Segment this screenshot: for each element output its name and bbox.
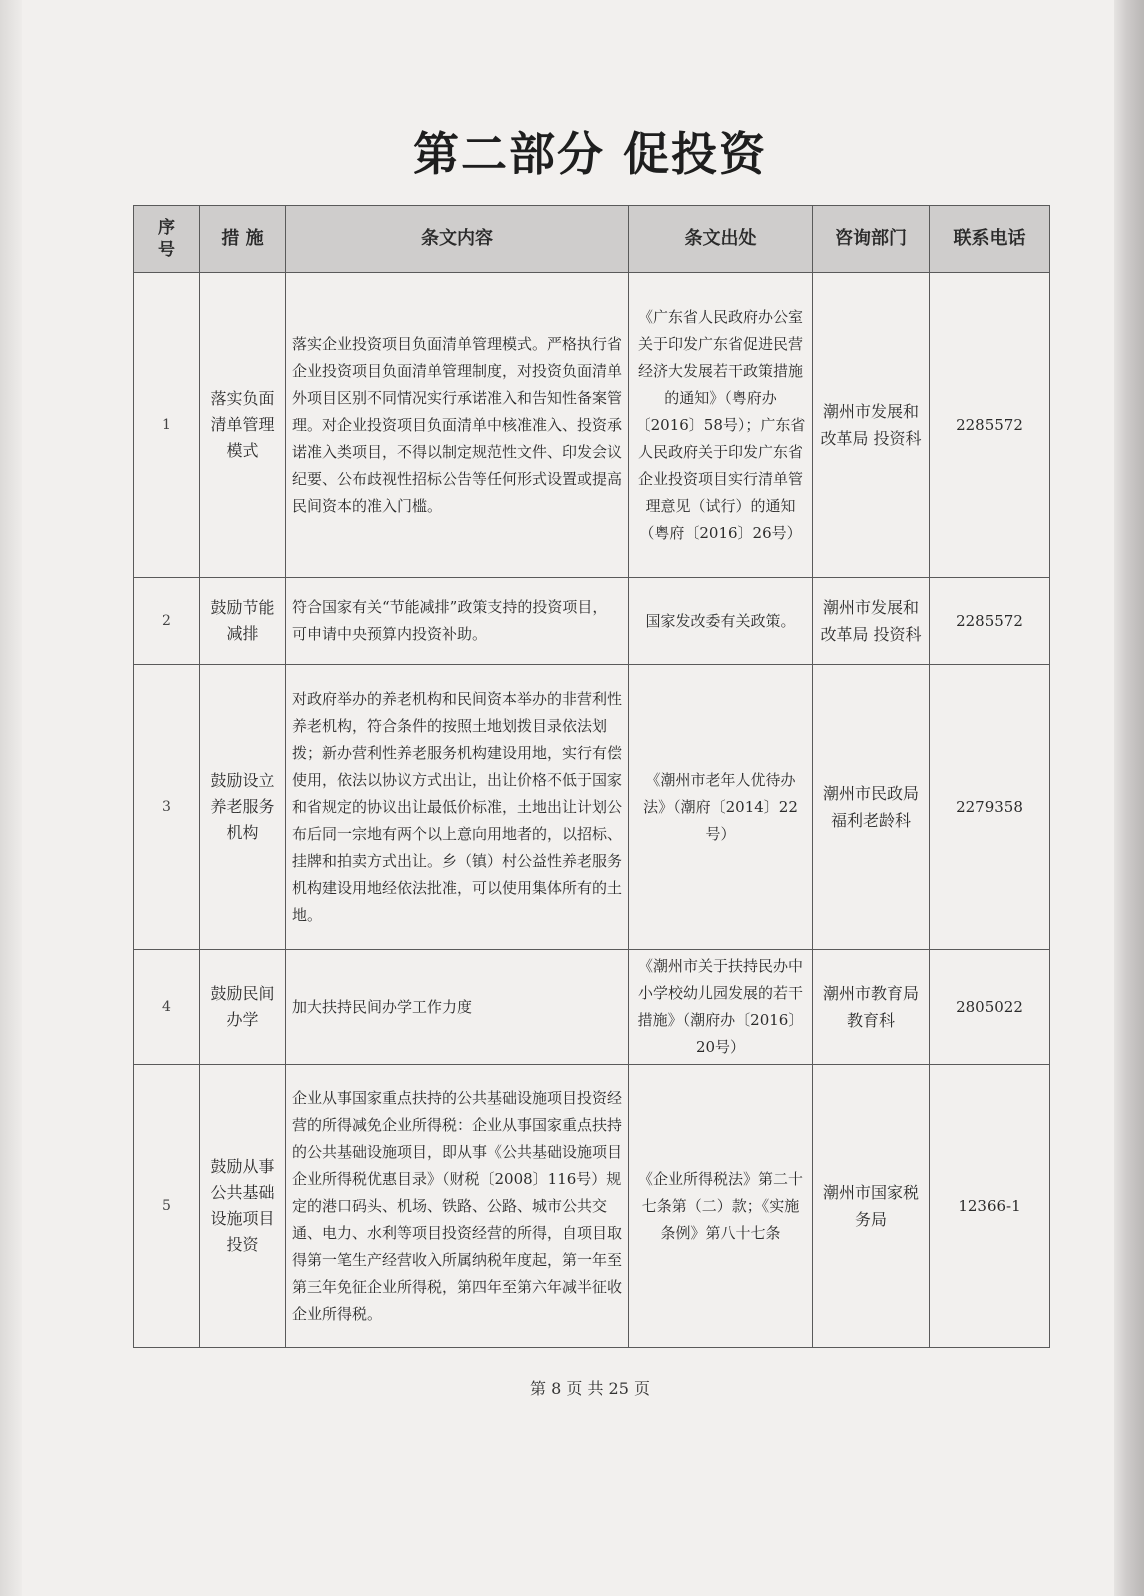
phone-cell: 2285572: [930, 578, 1050, 665]
measure-cell: 落实负面清单管理模式: [200, 273, 286, 578]
source-cell: 《企业所得税法》第二十七条第（二）款；《实施条例》第八十七条: [629, 1065, 813, 1348]
table-row: [134, 950, 1050, 1065]
table-row: [134, 578, 1050, 665]
dept-cell: 潮州市发展和改革局 投资科: [813, 273, 930, 578]
source-cell: 国家发改委有关政策。: [629, 578, 813, 665]
table-header-row: [134, 206, 1050, 273]
row-number: 2: [134, 578, 200, 665]
phone-cell: 2285572: [930, 273, 1050, 578]
dept-cell: 潮州市国家税务局: [813, 1065, 930, 1348]
policy-table: [133, 205, 1050, 1348]
header-source: 条文出处: [629, 206, 813, 273]
table-row: [134, 273, 1050, 578]
measure-cell: 鼓励设立养老服务机构: [200, 665, 286, 950]
content-cell: 对政府举办的养老机构和民间资本举办的非营利性养老机构，符合条件的按照土地划拨目录依法划拨；新办营利性养老服务机构建设用地，实行有偿使用，依法以协议方式出让，出让价格不低于国家和省规定的协议出让最低价标准，土地出让计划公布后同一宗地有两个以上意向用地者的，以招标、挂牌和拍卖方式出让。乡（镇）村公益性养老服务机构建设用地经依法批准，可以使用集体所有的土地。: [286, 665, 629, 950]
row-number: 5: [134, 1065, 200, 1348]
scan-left-edge: [0, 0, 22, 1596]
source-cell: 《广东省人民政府办公室关于印发广东省促进民营经济大发展若干政策措施的通知》（粤府办〔2016〕58号）；广东省人民政府关于印发广东省企业投资项目实行清单管理意见（试行）的通知（粤府〔2016〕26号）: [629, 273, 813, 578]
dept-cell: 潮州市民政局福利老龄科: [813, 665, 930, 950]
header-dept: 咨询部门: [813, 206, 930, 273]
row-number: 1: [134, 273, 200, 578]
content-cell: 符合国家有关“节能减排”政策支持的投资项目，可申请中央预算内投资补助。: [286, 578, 629, 665]
row-number: 4: [134, 950, 200, 1065]
phone-cell: 2805022: [930, 950, 1050, 1065]
header-content: 条文内容: [286, 206, 629, 273]
page-title: 第二部分 促投资: [412, 127, 767, 181]
dept-cell: 潮州市发展和改革局 投资科: [813, 578, 930, 665]
phone-cell: 12366-1: [930, 1065, 1050, 1348]
table-row: [134, 1065, 1050, 1348]
measure-cell: 鼓励节能减排: [200, 578, 286, 665]
header-phone: 联系电话: [930, 206, 1050, 273]
dept-cell: 潮州市教育局 教育科: [813, 950, 930, 1065]
row-number: 3: [134, 665, 200, 950]
table-row: [134, 665, 1050, 950]
header-measure: 措 施: [200, 206, 286, 273]
measure-cell: 鼓励民间办学: [200, 950, 286, 1065]
source-cell: 《潮州市老年人优待办法》（潮府〔2014〕22号）: [629, 665, 813, 950]
measure-cell: 鼓励从事公共基础设施项目投资: [200, 1065, 286, 1348]
content-cell: 加大扶持民间办学工作力度: [286, 950, 629, 1065]
header-no: 序号: [134, 206, 200, 273]
content-cell: 企业从事国家重点扶持的公共基础设施项目投资经营的所得减免企业所得税：企业从事国家重点扶持的公共基础设施项目，即从事《公共基础设施项目企业所得税优惠目录》（财税〔2008〕116号）规定的港口码头、机场、铁路、公路、城市公共交通、电力、水利等项目投资经营的所得，自项目取得第一笔生产经营收入所属纳税年度起，第一年至第三年免征企业所得税，第四年至第六年减半征收企业所得税。: [286, 1065, 629, 1348]
content-cell: 落实企业投资项目负面清单管理模式。严格执行省企业投资项目负面清单管理制度，对投资负面清单外项目区别不同情况实行承诺准入和告知性备案管理。对企业投资项目负面清单中核准准入、投资承诺准入类项目，不得以制定规范性文件、印发会议纪要、公布歧视性招标公告等任何形式设置或提高民间资本的准入门槛。: [286, 273, 629, 578]
source-cell: 《潮州市关于扶持民办中小学校幼儿园发展的若干措施》（潮府办〔2016〕20号）: [629, 950, 813, 1065]
phone-cell: 2279358: [930, 665, 1050, 950]
scan-right-edge: [1114, 0, 1144, 1596]
page-footer: 第 8 页 共 25 页: [530, 1379, 650, 1398]
